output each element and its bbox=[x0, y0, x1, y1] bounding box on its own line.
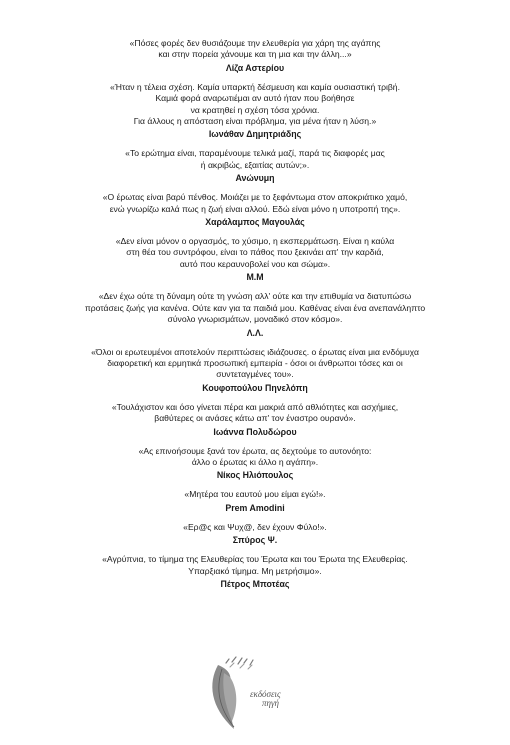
quotes-list bbox=[40, 38, 470, 598]
quote-text: «Αγρύπνια, το τίμημα της Ελευθερίας του Έρωτα και του Έρωτα της Ελευθερίας. Υπαρξιακό τίμημα. Μη μετρήσιμο». bbox=[102, 554, 408, 576]
quote-entry bbox=[40, 402, 470, 438]
quote-author: Σπύρος Ψ. bbox=[232, 535, 278, 546]
quote-author: Λίζα Αστερίου bbox=[225, 62, 285, 73]
quote-entry bbox=[40, 148, 470, 184]
quote-entry bbox=[40, 522, 470, 546]
quote-author: Μ.Μ bbox=[246, 272, 264, 283]
quote-text: «Ερ@ς και Ψυχ@, δεν έχουν Φύλο!». bbox=[183, 521, 327, 532]
quote-author: Ιωνάθαν Δημητριάδης bbox=[208, 129, 302, 140]
publisher-logo bbox=[200, 655, 310, 735]
quote-text: «Ήταν η τέλεια σχέση. Καμία υπαρκτή δέσμευση και καμία ουσιαστική τριβή. Καμιά φορά αναρωτιέμαι αν αυτό ήταν που βοήθησε να κρατηθεί η σχέση τόσα χρόνια. Για άλλους η απόσταση είναι πρόβλημα, για μένα ήταν η λύση.» bbox=[110, 81, 400, 127]
quote-text: «Πόσες φορές δεν θυσιάζουμε την ελευθερία για χάρη της αγάπης και στην πορεία χάνουμε και τη μια και την άλλη...» bbox=[129, 38, 381, 60]
quote-text: «Δεν έχω ούτε τη δύναμη ούτε τη γνώση αλλ' ούτε και την επιθυμία να διατυπώσω προτάσεις ζωής για κανένα. Ούτε καν για τα παιδιά μου. Καθένας είναι ένα ανεπανάληπτο σύνολο γνωρισμάτων, μοναδικό στον κόσμο». bbox=[84, 291, 426, 325]
quote-text: «Όλοι οι ερωτευμένοι αποτελούν περιπτώσεις ιδιάζουσες. ο έρωτας είναι μια ενδόμυχα διαφορετική και ερμητικά προσωπική εμπειρία - όσοι οι άνθρωποι τόσες και οι συντεταγμένες του». bbox=[91, 346, 419, 380]
publisher-name bbox=[250, 690, 310, 708]
quote-entry bbox=[40, 236, 470, 283]
quote-entry bbox=[40, 446, 470, 482]
quote-author: Λ.Λ. bbox=[246, 327, 264, 338]
quote-entry bbox=[40, 489, 470, 513]
quote-text: «Ας επινοήσουμε ξανά τον έρωτα, ας δεχτούμε το αυτονόητο: άλλο ο έρωτας κι άλλο η αγάπη». bbox=[138, 445, 372, 467]
publisher-name-line1: εκδόσεις bbox=[250, 689, 281, 699]
quote-entry bbox=[40, 347, 470, 394]
quote-entry bbox=[40, 82, 470, 141]
quote-author: Χαράλαμπος Μαγουλάς bbox=[205, 217, 305, 228]
quote-author: Prem Amodini bbox=[225, 502, 285, 513]
quote-author: Νίκος Ηλιόπουλος bbox=[216, 470, 294, 481]
quote-author: Πέτρος Μποτέας bbox=[220, 578, 290, 589]
quote-text: «Το ερώτημα είναι, παραμένουμε τελικά μαζί, παρά τις διαφορές μας ή ακριβώς, εξαιτίας αυτών;». bbox=[125, 148, 385, 170]
quote-author: Κουφοπούλου Πηνελόπη bbox=[202, 382, 308, 393]
quote-author: Ανώνυμη bbox=[235, 173, 275, 184]
quote-text: «Ο έρωτας είναι βαρύ πένθος. Μοιάζει με το ξεφάντωμα στον αποκριάτικο χαμό, ενώ γνωρίζω καλά πως η ζωή είναι αλλού. Εδώ είναι μόνο η υποτροπή της». bbox=[102, 192, 408, 214]
quote-author: Ιωάννα Πολυδώρου bbox=[213, 426, 297, 437]
quote-entry bbox=[40, 192, 470, 228]
quote-entry bbox=[40, 38, 470, 74]
quote-entry bbox=[40, 554, 470, 590]
quote-entry bbox=[40, 291, 470, 338]
quote-text: «Δεν είναι μόνον ο οργασμός, το χύσιμο, η εκσπερμάτωση. Είναι η καύλα στη θέα του συντρόφου, είναι το πάθος που ξεκινάει απ' την καρδιά, αυτό που κεραυνοβολεί νου και σώμα». bbox=[115, 236, 395, 269]
quote-text: «Μητέρα του εαυτού μου είμαι εγώ!». bbox=[184, 489, 326, 500]
quote-text: «Τουλάχιστον και όσο γίνεται πέρα και μακριά από αθλιότητες και ασχήμιες, βαθύτερες οι ανάσες κάτω απ' τον έναστρο ουρανό». bbox=[111, 401, 399, 424]
publisher-name-line2: πηγή bbox=[262, 698, 279, 708]
